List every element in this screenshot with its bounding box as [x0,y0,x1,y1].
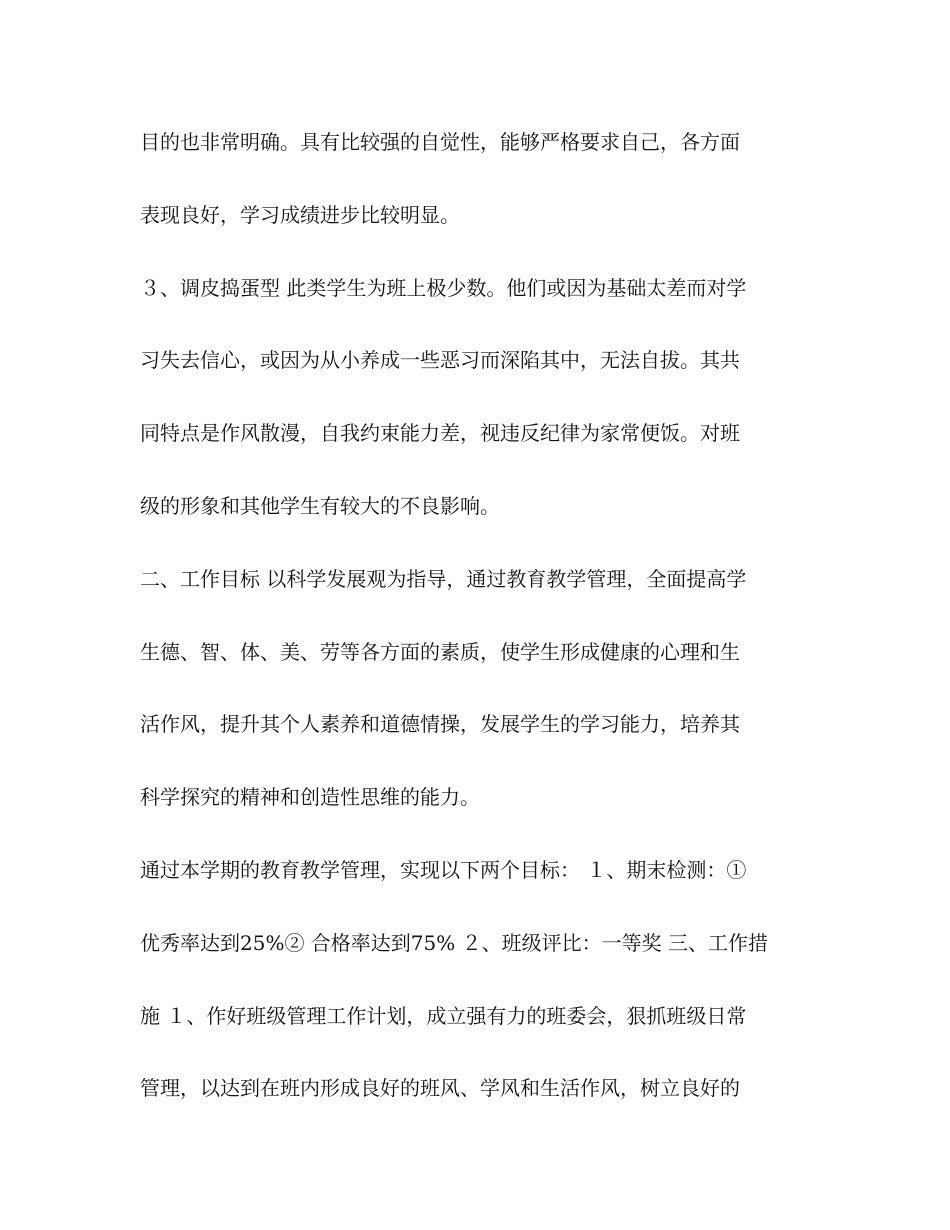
text-line: 级的形象和其他学生有较大的不良影响。 [140,494,500,518]
text-line: 表现良好，学习成绩进步比较明显。 [140,203,460,227]
text-line: 施 １、作好班级管理工作计划，成立强有力的班委会，狠抓班级日常 [140,1004,747,1028]
text-line: 活作风，提升其个人素养和道德情操，发展学生的学习能力，培养其 [140,712,740,736]
text-line: 优秀率达到25%② 合格率达到75% ２、班级评比：一等奖 三、工作措 [140,931,768,955]
text-line: 生德、智、体、美、劳等各方面的素质，使学生形成健康的心理和生 [140,640,740,664]
text-line: ３、调皮捣蛋型 此类学生为班上极少数。他们或因为基础太差而对学 [140,276,747,300]
text-line: 目的也非常明确。具有比较强的自觉性，能够严格要求自己，各方面 [140,130,740,154]
text-line: 通过本学期的教育教学管理，实现以下两个目标： １、期末检测：① [140,858,747,882]
text-line: 习失去信心，或因为从小养成一些恶习而深陷其中，无法自拔。其共 [140,348,740,372]
text-line: 同特点是作风散漫，自我约束能力差，视违反纪律为家常便饭。对班 [140,421,740,445]
text-line: 二、工作目标 以科学发展观为指导，通过教育教学管理，全面提高学 [140,567,747,591]
text-line: 科学探究的精神和创造性思维的能力。 [140,785,480,809]
text-line: 管理，以达到在班内形成良好的班风、学风和生活作风，树立良好的 [140,1076,740,1100]
